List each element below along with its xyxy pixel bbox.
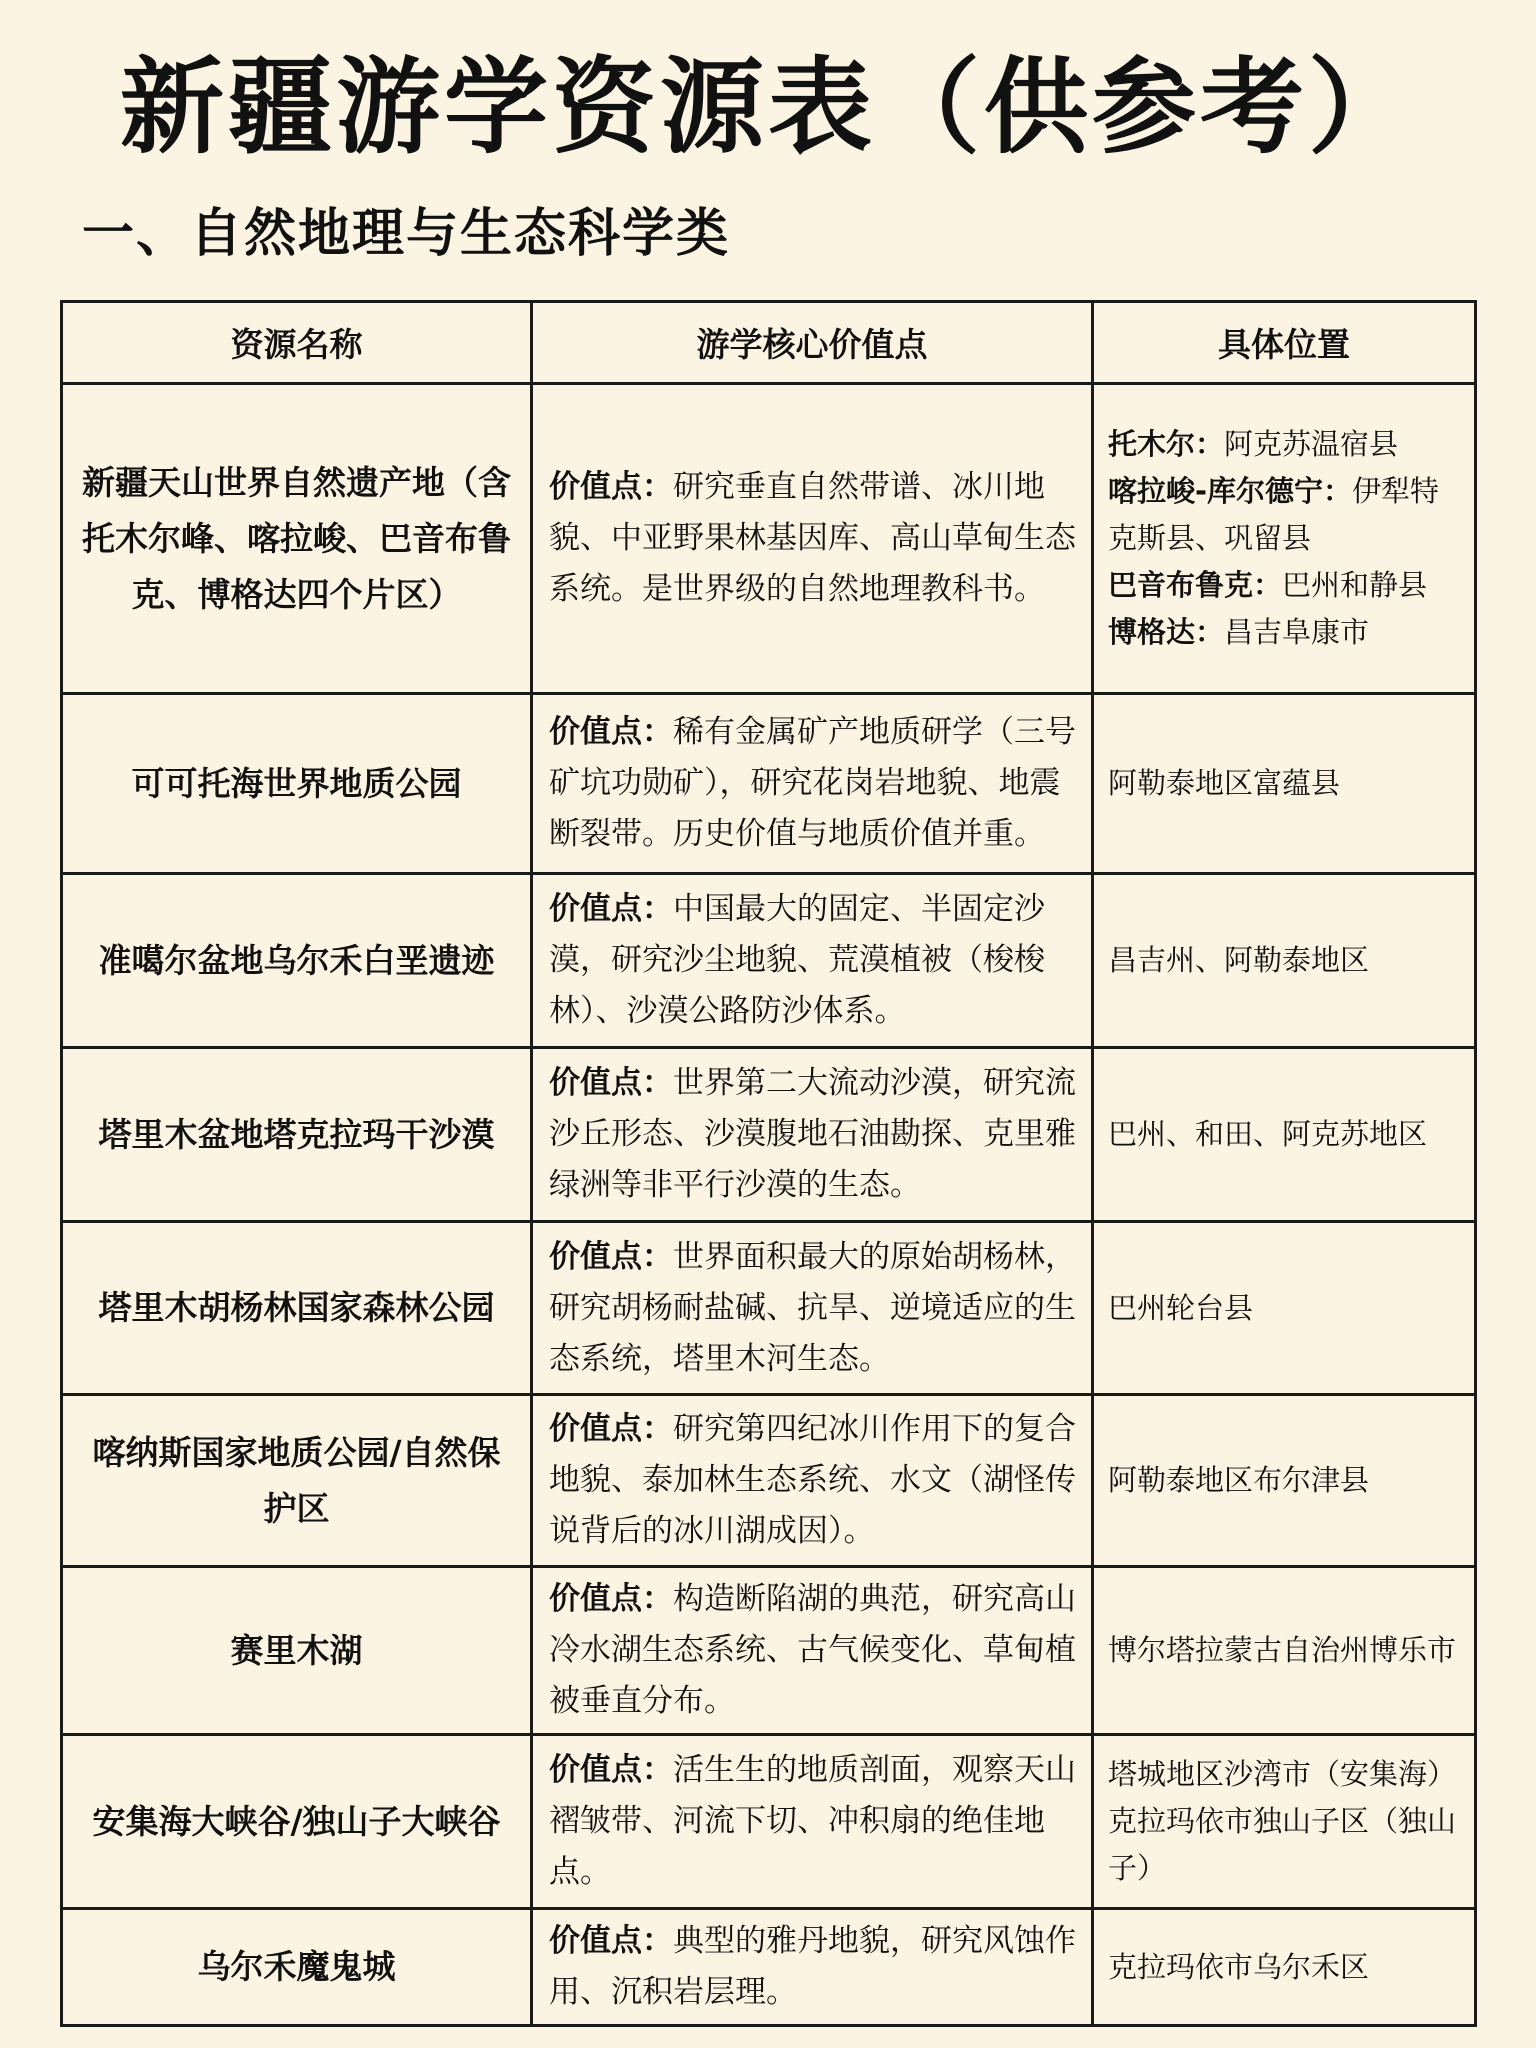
- location-cell: [1093, 1909, 1476, 2026]
- location-text: 阿克苏温宿县: [1224, 427, 1399, 461]
- table-row: [62, 1395, 1476, 1567]
- location-text: 巴州轮台县: [1108, 1290, 1254, 1325]
- location-line: [1108, 1111, 1460, 1158]
- value-label: 价值点：: [549, 1581, 673, 1617]
- location-label: 巴音布鲁克：: [1108, 568, 1283, 602]
- value-label: 价值点：: [549, 1238, 673, 1275]
- value-label: 价值点：: [549, 469, 673, 505]
- resource-name: 准噶尔盆地乌尔禾白垩遗迹: [62, 874, 532, 1048]
- resource-name: 乌尔禾魔鬼城: [62, 1909, 532, 2026]
- location-line: [1108, 1627, 1460, 1674]
- value-text: 典型的雅丹地貌，研究风蚀作用、沉积岩层理。: [549, 1923, 1076, 2010]
- location-text: 巴州和静县: [1282, 568, 1428, 602]
- value-text: 世界第二大流动沙漠，研究流沙丘形态、沙漠腹地石油勘探、克里雅绿洲等非平行沙漠的生态。: [549, 1065, 1076, 1203]
- value-label: 价值点：: [549, 1411, 673, 1447]
- value-label: 价值点：: [549, 1923, 673, 1959]
- location-text: 博尔塔拉蒙古自治州博乐市: [1108, 1633, 1457, 1667]
- value-cell: [532, 1909, 1093, 2026]
- value-cell: [532, 1735, 1093, 1909]
- location-cell: [1093, 1395, 1476, 1567]
- table-row: [62, 1909, 1476, 2026]
- location-label: 托木尔：: [1108, 427, 1225, 461]
- location-cell: [1093, 694, 1476, 874]
- table-row: [62, 1735, 1476, 1909]
- location-text: 伊犁特克斯县、巩留县: [1108, 474, 1440, 555]
- table-header-row: [62, 302, 1476, 384]
- page-title: 新疆游学资源表（供参考）: [119, 45, 1416, 168]
- value-label: 价值点：: [549, 714, 673, 750]
- location-text: 昌吉州、阿勒泰地区: [1108, 943, 1370, 977]
- location-line: [1108, 1457, 1460, 1504]
- value-text: 世界面积最大的原始胡杨林，研究胡杨耐盐碱、抗旱、逆境适应的生态系统，塔里木河生态。: [549, 1238, 1076, 1377]
- location-line: [1108, 421, 1460, 468]
- location-line: [1108, 760, 1460, 807]
- table-row: [62, 694, 1476, 874]
- location-cell: [1093, 1567, 1476, 1735]
- location-text: 阿勒泰地区富蕴县: [1108, 766, 1341, 800]
- location-line: [1108, 562, 1460, 609]
- resource-name: 塔里木胡杨林国家森林公园: [62, 1222, 532, 1395]
- value-text: 研究垂直自然带谱、冰川地貌、中亚野果林基因库、高山草甸生态系统。是世界级的自然地理教科书。: [549, 469, 1076, 607]
- table-row: [62, 1222, 1476, 1395]
- resource-table: [60, 300, 1477, 2027]
- value-label: 价值点：: [549, 891, 673, 927]
- resource-name: 赛里木湖: [62, 1567, 532, 1735]
- value-text: 构造断陷湖的典范，研究高山冷水湖生态系统、古气候变化、草甸植被垂直分布。: [549, 1581, 1076, 1719]
- location-label: 博格达：: [1108, 615, 1225, 649]
- value-text: 中国最大的固定、半固定沙漠，研究沙尘地貌、荒漠植被（梭梭林）、沙漠公路防沙体系。: [549, 891, 1045, 1029]
- value-cell: [532, 874, 1093, 1048]
- resource-name: 喀纳斯国家地质公园/自然保护区: [62, 1395, 532, 1567]
- column-header-location: 具体位置: [1093, 302, 1476, 384]
- location-cell: [1093, 384, 1476, 694]
- location-text: 昌吉阜康市: [1224, 615, 1370, 649]
- location-line: [1108, 1285, 1460, 1332]
- location-line: [1108, 609, 1460, 656]
- value-cell: [532, 1567, 1093, 1735]
- location-line: [1108, 468, 1460, 562]
- resource-name: 可可托海世界地质公园: [62, 694, 532, 874]
- value-cell: [532, 1048, 1093, 1222]
- resource-name: 塔里木盆地塔克拉玛干沙漠: [62, 1048, 532, 1222]
- value-text: 研究第四纪冰川作用下的复合地貌、泰加林生态系统、水文（湖怪传说背后的冰川湖成因）。: [549, 1411, 1076, 1549]
- value-text: 稀有金属矿产地质研学（三号矿坑功勋矿），研究花岗岩地貌、地震断裂带。历史价值与地质价值并重。: [549, 714, 1076, 852]
- location-text: 巴州、和田、阿克苏地区: [1108, 1117, 1428, 1151]
- location-cell: [1093, 1222, 1476, 1395]
- location-label: 喀拉峻-库尔德宁：: [1108, 474, 1353, 508]
- column-header-value: 游学核心价值点: [532, 302, 1093, 384]
- location-line: [1108, 1751, 1460, 1798]
- location-cell: [1093, 1048, 1476, 1222]
- resource-name: 安集海大峡谷/独山子大峡谷: [62, 1735, 532, 1909]
- table-row: [62, 1567, 1476, 1735]
- resource-name: 新疆天山世界自然遗产地（含托木尔峰、喀拉峻、巴音布鲁克、博格达四个片区）: [62, 384, 532, 694]
- table-row: [62, 1048, 1476, 1222]
- location-cell: [1093, 874, 1476, 1048]
- location-text: 塔城地区沙湾市（安集海）: [1108, 1757, 1457, 1791]
- location-text: 克拉玛依市乌尔禾区: [1108, 1949, 1370, 1984]
- table-row: [62, 384, 1476, 694]
- table-row: [62, 874, 1476, 1048]
- location-line: [1108, 1798, 1460, 1892]
- location-text: 克拉玛依市独山子区（独山子）: [1108, 1804, 1457, 1885]
- location-line: [1108, 1944, 1460, 1991]
- column-header-name: 资源名称: [62, 302, 532, 384]
- value-cell: [532, 1222, 1093, 1395]
- location-text: 阿勒泰地区布尔津县: [1108, 1463, 1370, 1497]
- value-cell: [532, 1395, 1093, 1567]
- location-cell: [1093, 1735, 1476, 1909]
- value-cell: [532, 694, 1093, 874]
- location-line: [1108, 937, 1460, 984]
- value-label: 价值点：: [549, 1752, 673, 1788]
- value-text: 活生生的地质剖面，观察天山褶皱带、河流下切、冲积扇的绝佳地点。: [549, 1752, 1076, 1890]
- value-cell: [532, 384, 1093, 694]
- section-heading: 一、自然地理与生态科学类: [82, 204, 731, 264]
- value-label: 价值点：: [549, 1065, 673, 1101]
